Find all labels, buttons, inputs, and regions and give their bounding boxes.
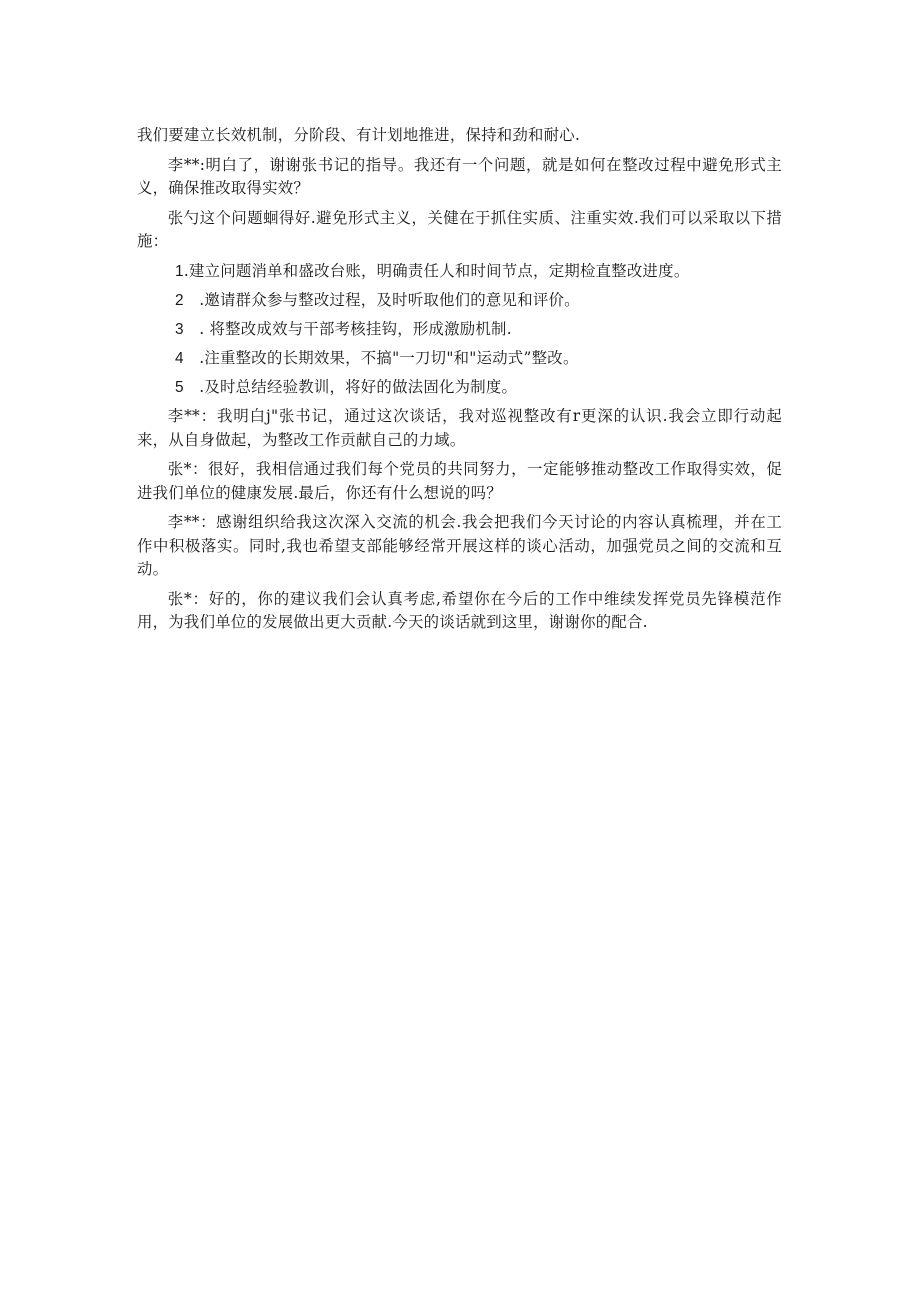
list-item-number: 2 [175, 291, 184, 309]
list-item [137, 376, 782, 400]
list-item-text: .邀请群众参与整改过程，及时听取他们的意见和评价。 [183, 290, 580, 309]
list-item-text: .及时总结经验教训，将好的做法固化为制度。 [183, 377, 518, 396]
paragraph-li-response: 李**：我明白j"张书记，通过这次谈话，我对巡视整改有r更深的认识.我会立即行动起来，从自身做起，为整改工作贡献自己的力域。 [137, 407, 782, 449]
list-item-number: 1 [175, 262, 184, 280]
list-item-number: 5 [175, 378, 184, 396]
list-item [137, 260, 782, 284]
list-item [137, 289, 782, 313]
list-item-number: 3 [175, 320, 184, 338]
list-item-text: . 将整改成效与干部考核挂钩，形成激励机制. [183, 319, 512, 338]
list-item [137, 347, 782, 371]
paragraph-zhang-encourage: 张*：很好，我相信通过我们每个党员的共同努力，一定能够推动整改工作取得实效，促进我们单位的健康发展.最后，你还有什么想说的吗？ [137, 460, 782, 502]
paragraph-intro: 我们要建立长效机制，分阶段、有计划地推进，保持和劲和耐心. [137, 126, 581, 144]
paragraph-zhang-answer: 张勺这个问题蛔得好.避免形式主义，关健在于抓住实质、注重实效.我们可以采取以下措施： [137, 208, 782, 250]
list-item-number: 4 [175, 349, 184, 367]
document-page [137, 124, 782, 635]
list-item-text: .注重整改的长期效果，不搞"一刀切"和"运动式”整改。 [183, 348, 579, 367]
list-item [137, 318, 782, 342]
paragraph-zhang-closing: 张*：好的，你的建议我们会认真考虑,希望你在今后的工作中维续发挥党员先锋模范作用，为我们单位的发展做出更大贡献.今天的谈话就到这里，谢谢你的配合. [137, 589, 782, 631]
paragraph-li-thanks: 李**：感谢组织给我这次深入交流的机会.我会把我们今天讨论的内容认真梳理，并在工作中积极落实。同时,我也希望支部能够经常开展这样的谈心活动，加强党员之间的交流和互动。 [137, 513, 782, 578]
paragraph-li-question: 李**:明白了，谢谢张书记的指导。我还有一个问题，就是如何在整改过程中避免形式主义，确保推改取得实效？ [137, 155, 782, 197]
measures-list [137, 260, 782, 400]
list-item-text: .建立问题消单和盛改台账，明确责任人和时间节点，定期检直整改进度。 [183, 261, 690, 280]
